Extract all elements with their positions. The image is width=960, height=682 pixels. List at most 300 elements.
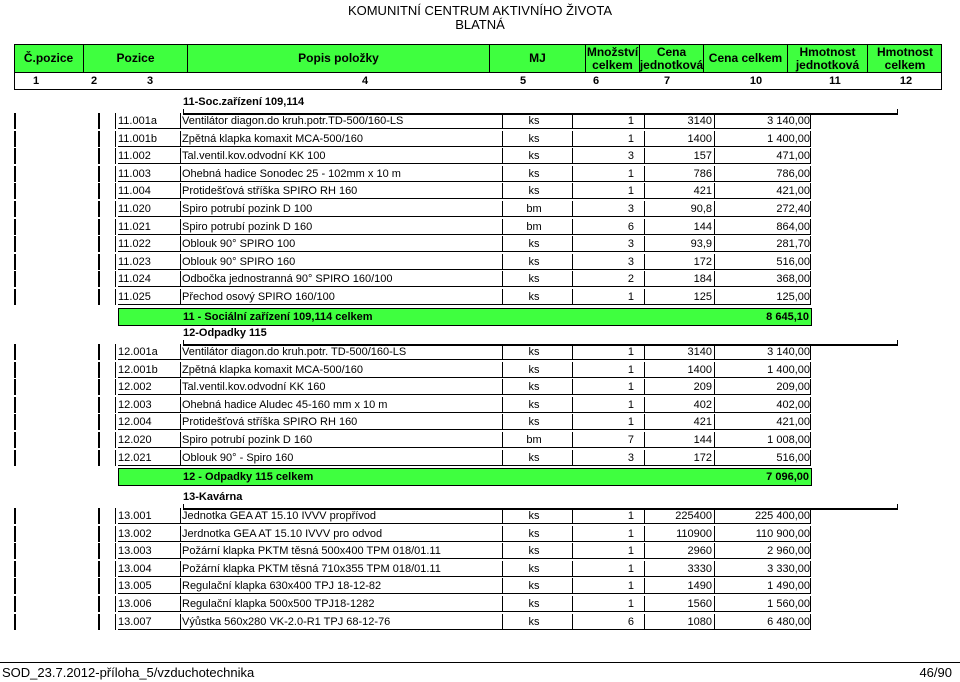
row-unit-price: 402 [693,398,712,411]
grid-line [572,271,573,287]
grid-line [644,113,645,129]
row-unit-price: 786 [693,167,712,180]
row-unit: bm [526,434,542,446]
row-description: Jednotka GEA AT 15.10 IVVV propřívod [182,510,377,522]
table-row [14,183,942,199]
grid-border [98,201,100,217]
row-unit: ks [528,185,540,198]
grid-line [502,344,503,360]
grid-line [502,561,503,577]
grid-line [810,201,811,217]
grid-border [98,508,100,524]
table-row [14,450,942,466]
row-rule [118,163,810,164]
grid-border [98,131,100,147]
column-number-3: 4 [361,75,369,87]
row-position: 13.007 [118,615,152,628]
grid-line [644,397,645,413]
grid-border [98,219,100,235]
row-unit: ks [528,527,540,540]
grid-line [115,414,116,430]
grid-line [572,379,573,395]
grid-line [644,344,645,360]
row-unit-price: 3140 [687,346,712,358]
row-total-price: 3 140,00 [767,346,810,358]
grid-line [180,362,181,378]
grid-line [644,254,645,270]
grid-line [180,236,181,252]
row-unit-price: 172 [693,255,712,268]
row-unit-price: 1490 [687,580,712,593]
row-unit: ks [528,132,540,145]
row-unit-price: 1080 [687,615,712,628]
row-unit-price: 184 [693,273,712,286]
grid-line [115,166,116,182]
table-row [14,397,942,413]
row-position: 11.001b [118,132,157,145]
row-total-price: 402,00 [776,398,810,411]
grid-line [714,614,715,630]
grid-line [502,450,503,466]
grid-border [14,526,16,542]
grid-line [810,219,811,235]
row-description: Zpětná klapka komaxit MCA-500/160 [182,132,363,145]
section-title: 12-Odpadky 115 [183,327,267,339]
grid-border [14,578,16,594]
row-rule [118,465,810,466]
grid-border [98,254,100,270]
table-row [14,113,942,129]
row-position: 12.020 [118,434,152,446]
row-position: 12.021 [118,451,152,464]
row-position: 11.020 [118,203,151,215]
column-number-7: 10 [749,75,763,87]
grid-line [502,131,503,147]
grid-border [98,289,100,305]
document-title: KOMUNITNÍ CENTRUM AKTIVNÍHO ŽIVOTA [347,3,613,18]
grid-line [810,236,811,252]
row-total-price: 1 008,00 [767,434,810,446]
row-quantity: 1 [627,132,634,145]
grid-line [644,379,645,395]
grid-line [644,148,645,164]
row-position: 11.001a [118,115,157,127]
grid-line [572,148,573,164]
grid-line [572,561,573,577]
grid-line [502,379,503,395]
row-total-price: 6 480,00 [767,615,810,628]
grid-line [180,578,181,594]
column-header-7: Cena celkem [704,44,788,73]
row-quantity: 1 [627,598,634,610]
table-row [14,596,942,612]
grid-border [14,614,16,630]
grid-line [180,148,181,164]
grid-line [572,201,573,217]
grid-line [115,543,116,559]
row-unit: ks [528,398,540,411]
row-total-price: 516,00 [776,451,810,464]
grid-line [115,131,116,147]
row-unit-price: 1560 [687,598,712,610]
row-position: 12.003 [118,398,152,411]
grid-line [115,236,116,252]
grid-line [180,614,181,630]
row-total-price: 3 330,00 [767,562,810,575]
grid-line [572,166,573,182]
table-row [14,271,942,287]
row-rule [118,269,810,270]
row-description: Protidešťová stříška SPIRO RH 160 [182,416,358,429]
row-unit-price: 93,9 [690,238,712,251]
grid-line [810,344,811,360]
row-description: Regulační klapka 630x400 TPJ 18-12-82 [182,580,382,593]
grid-line [502,254,503,270]
grid-line [180,526,181,542]
grid-line [810,561,811,577]
row-rule [118,629,810,630]
grid-line [810,596,811,612]
grid-border [98,432,100,448]
row-quantity: 6 [627,220,634,233]
row-description: Ventilátor diagon.do kruh.potr.TD-500/160-LS [182,115,404,127]
grid-line [810,289,811,305]
grid-line [714,379,715,395]
grid-line [644,362,645,378]
grid-line [115,148,116,164]
grid-line [810,526,811,542]
row-quantity: 1 [627,363,634,376]
column-number-4: 5 [519,75,527,87]
row-rule [118,558,810,559]
grid-border [14,508,16,524]
grid-line [644,166,645,182]
row-unit-price: 144 [693,434,712,446]
grid-line [714,201,715,217]
row-rule [118,429,810,430]
grid-border [98,596,100,612]
row-rule [118,234,810,235]
table-row [14,379,942,395]
column-number-8: 11 [829,75,841,87]
row-quantity: 1 [627,346,634,358]
grid-border [98,362,100,378]
row-unit: ks [528,381,540,394]
grid-line [644,219,645,235]
grid-line [644,236,645,252]
row-quantity: 3 [627,203,634,215]
row-quantity: 2 [627,273,634,286]
grid-border [98,166,100,182]
grid-line [714,526,715,542]
grid-border [98,113,100,129]
row-quantity: 1 [627,115,634,127]
grid-line [714,254,715,270]
grid-border [14,148,16,164]
grid-border [98,543,100,559]
grid-line [115,596,116,612]
grid-line [644,561,645,577]
grid-line [115,526,116,542]
row-description: Ohebná hadice Aludec 45-160 mm x 10 m [182,398,388,411]
row-quantity: 1 [627,185,634,198]
grid-line [572,596,573,612]
grid-line [810,183,811,199]
grid-line [180,254,181,270]
grid-line [644,508,645,524]
row-unit-price: 125 [693,291,712,303]
row-quantity: 1 [627,527,634,540]
grid-line [180,271,181,287]
row-description: Výůstka 560x280 VK-2.0-R1 TPJ 68-12-76 [182,615,391,628]
grid-line [502,148,503,164]
row-position: 12.001b [118,363,158,376]
grid-line [714,414,715,430]
row-description: Ohebná hadice Sonodec 25 - 102mm x 10 m [182,167,401,180]
row-description: Ventilátor diagon.do kruh.potr. TD-500/160-LS [182,346,407,358]
column-number-2: 3 [146,75,154,87]
grid-border [14,289,16,305]
grid-line [572,526,573,542]
grid-line [180,289,181,305]
grid-line [180,414,181,430]
grid-border [14,344,16,360]
row-total-price: 471,00 [776,150,810,163]
table-row [14,508,942,524]
row-rule [118,216,810,217]
grid-border [98,397,100,413]
grid-line [115,289,116,305]
grid-line [502,183,503,199]
row-total-price: 209,00 [776,381,810,394]
grid-line [572,254,573,270]
grid-border [14,397,16,413]
table-row [14,148,942,164]
grid-line [644,578,645,594]
grid-line [572,236,573,252]
grid-line [115,362,116,378]
column-header-1: Pozice [84,44,188,73]
row-unit-price: 209 [693,381,712,394]
grid-line [714,596,715,612]
row-position: 11.022 [118,238,151,251]
row-rule [118,611,810,612]
row-unit-price: 421 [693,416,712,429]
grid-line [180,131,181,147]
section-subtotal [118,308,812,326]
row-description: Spiro potrubí pozink D 160 [182,434,313,446]
grid-line [714,113,715,129]
row-rule [118,576,810,577]
row-unit-price: 144 [693,220,712,233]
row-total-price: 864,00 [776,220,810,233]
row-total-price: 225 400,00 [754,510,810,522]
grid-line [572,131,573,147]
grid-line [714,397,715,413]
grid-line [180,344,181,360]
row-unit: ks [528,238,540,251]
row-unit: ks [528,416,540,429]
grid-line [644,183,645,199]
row-total-price: 281,70 [776,238,810,251]
grid-line [115,561,116,577]
row-rule [118,304,810,305]
grid-border [98,414,100,430]
row-unit: ks [528,580,540,593]
grid-border [98,271,100,287]
document-subtitle: BLATNÁ [455,17,505,32]
grid-line [810,614,811,630]
grid-border [14,432,16,448]
row-description: Tal.ventil.kov.odvodní KK 160 [182,381,326,394]
grid-line [115,254,116,270]
row-quantity: 1 [627,580,634,593]
row-rule [118,181,810,182]
grid-line [115,432,116,448]
grid-line [180,397,181,413]
grid-line [115,578,116,594]
row-rule [118,286,810,287]
grid-line [644,450,645,466]
grid-line [115,219,116,235]
row-position: 12.002 [118,381,152,394]
grid-line [714,183,715,199]
row-quantity: 1 [627,291,634,303]
grid-border [14,414,16,430]
grid-border [14,236,16,252]
grid-line [572,432,573,448]
grid-line [714,344,715,360]
row-unit: ks [528,615,540,628]
row-rule [118,128,810,129]
grid-line [115,113,116,129]
grid-line [644,414,645,430]
grid-line [572,219,573,235]
grid-line [810,450,811,466]
row-quantity: 1 [627,562,634,575]
grid-line [810,113,811,129]
grid-border [14,561,16,577]
grid-line [502,236,503,252]
grid-border [98,379,100,395]
row-position: 12.004 [118,416,152,429]
grid-line [810,414,811,430]
table-row [14,432,942,448]
row-unit-price: 1400 [687,132,712,145]
grid-line [502,113,503,129]
row-unit-price: 3140 [687,115,712,127]
grid-line [115,397,116,413]
grid-border [14,131,16,147]
grid-line [502,271,503,287]
row-position: 13.002 [118,527,152,540]
grid-line [180,219,181,235]
row-unit-price: 2960 [687,545,712,558]
row-quantity: 3 [627,150,634,163]
section-subtotal [118,468,812,486]
grid-line [502,397,503,413]
grid-line [502,166,503,182]
footer-filename: SOD_23.7.2012-příloha_5/vzduchotechnika [2,665,255,680]
column-header-6: Cena jednotková [639,44,704,72]
grid-line [644,614,645,630]
grid-line [810,543,811,559]
grid-line [644,201,645,217]
column-header-8: Hmotnost jednotková [788,44,868,73]
grid-line [572,113,573,129]
row-description: Jerdnotka GEA AT 15.10 IVVV pro odvod [182,527,383,540]
row-description: Požární klapka PKTM těsná 500x400 TPM 018/01.11 [182,545,441,558]
grid-line [714,219,715,235]
row-position: 11.023 [118,255,151,268]
row-total-price: 1 490,00 [767,580,810,593]
grid-line [572,183,573,199]
row-description: Zpětná klapka komaxit MCA-500/160 [182,363,363,376]
table-row [14,219,942,235]
row-total-price: 1 560,00 [767,598,810,610]
grid-border [14,254,16,270]
grid-line [572,289,573,305]
row-quantity: 3 [627,451,634,464]
grid-border [98,148,100,164]
row-position: 11.003 [118,167,151,180]
grid-line [810,254,811,270]
row-description: Oblouk 90° SPIRO 160 [182,255,296,268]
row-unit-price: 1400 [687,363,712,376]
grid-line [644,543,645,559]
grid-line [180,543,181,559]
grid-line [714,166,715,182]
grid-line [180,379,181,395]
row-description: Protidešťová stříška SPIRO RH 160 [182,185,358,198]
subtotal-value: 7 096,00 [766,471,809,484]
row-quantity: 7 [627,434,634,446]
row-unit: ks [528,255,540,268]
grid-border [14,596,16,612]
subtotal-value: 8 645,10 [766,310,809,323]
grid-line [714,432,715,448]
grid-line [180,432,181,448]
grid-line [572,614,573,630]
grid-line [810,432,811,448]
row-rule [118,523,810,524]
row-unit: ks [528,346,540,358]
row-rule [118,541,810,542]
grid-line [180,166,181,182]
row-unit-price: 157 [693,150,712,163]
grid-line [115,344,116,360]
grid-line [810,131,811,147]
grid-line [644,289,645,305]
grid-border [98,578,100,594]
grid-line [572,450,573,466]
grid-line [714,578,715,594]
row-unit: ks [528,510,540,522]
grid-line [810,362,811,378]
row-total-price: 516,00 [776,255,810,268]
table-row [14,254,942,270]
grid-border [14,271,16,287]
row-description: Přechod osový SPIRO 160/100 [182,291,335,303]
grid-border [14,362,16,378]
row-description: Tal.ventil.kov.odvodní KK 100 [182,150,326,163]
row-unit: ks [528,291,540,303]
grid-line [810,397,811,413]
column-number-6: 7 [663,75,671,87]
row-unit-price: 90,8 [690,203,712,215]
column-number-0: 1 [32,75,40,87]
grid-line [714,543,715,559]
